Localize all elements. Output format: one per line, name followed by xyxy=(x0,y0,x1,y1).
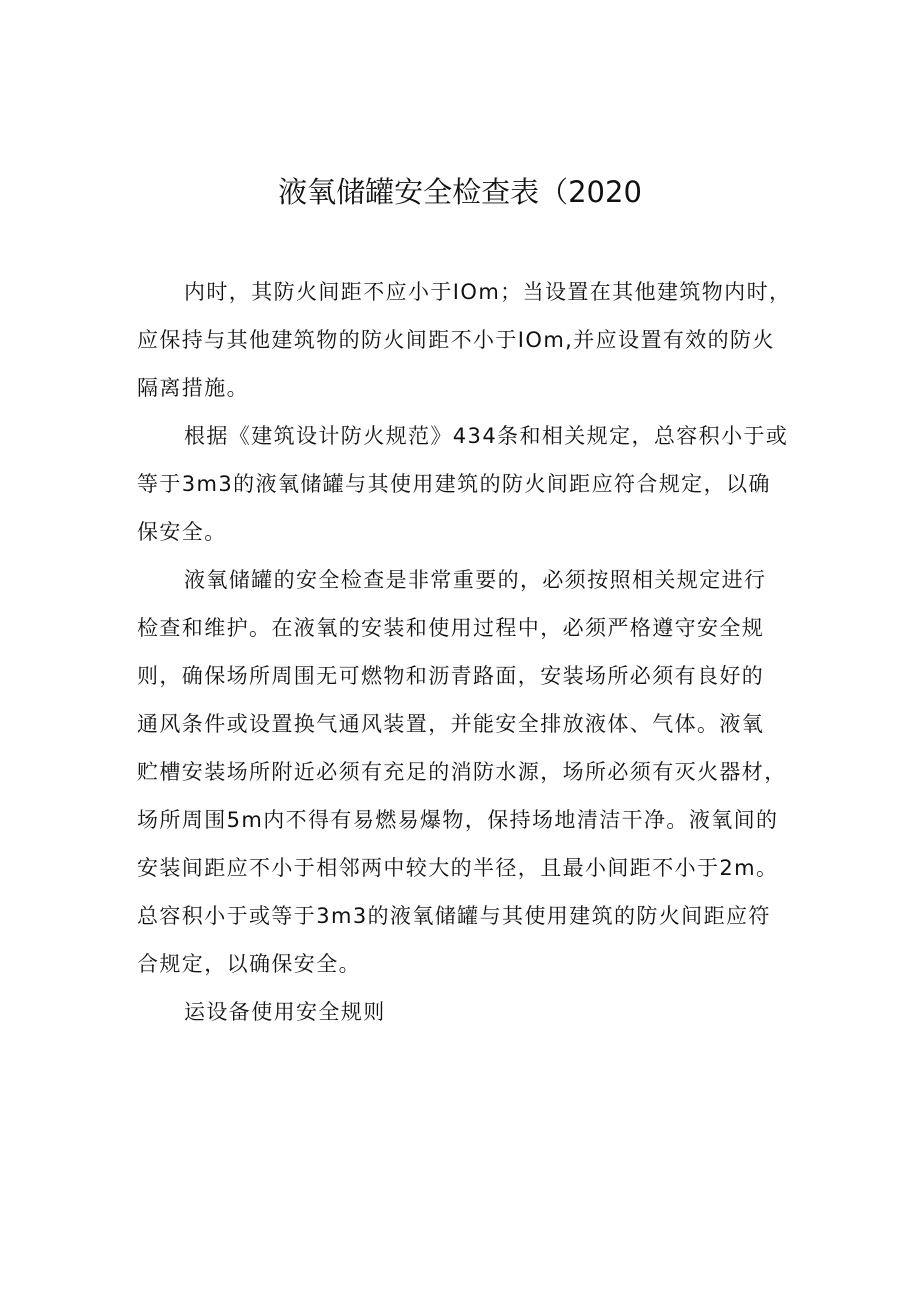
paragraph-line: 隔离措施。 xyxy=(137,376,249,400)
paragraph-equipment-rules xyxy=(137,988,787,1036)
paragraph-line: 应保持与其他建筑物的防火间距不小于IOm,并应设置有效的防火 xyxy=(137,328,775,352)
paragraph-line: 根据《建筑设计防火规范》434条和相关规定，总容积小于或 xyxy=(184,424,789,448)
paragraph-line: 合规定，以确保安全。 xyxy=(137,952,361,976)
paragraph-safety-inspection xyxy=(137,556,787,988)
paragraph-line: 则，确保场所周围无可燃物和沥青路面，安装场所必须有良好的 xyxy=(137,664,765,688)
paragraph-line: 等于3m3的液氧储罐与其使用建筑的防火间距应符合规定，以确 xyxy=(137,472,771,496)
paragraph-fire-distance xyxy=(137,268,792,412)
paragraph-building-code xyxy=(137,412,787,556)
paragraph-line: 通风条件或设置换气通风装置，并能安全排放液体、气体。液氧 xyxy=(137,712,765,736)
paragraph-line: 总容积小于或等于3m3的液氧储罐与其使用建筑的防火间距应符 xyxy=(137,904,771,928)
paragraph-line: 安装间距应不小于相邻两中较大的半径，且最小间距不小于2m。 xyxy=(137,856,779,880)
paragraph-line: 运设备使用安全规则 xyxy=(184,1000,386,1024)
document-title: 液氧储罐安全检查表（2020 xyxy=(278,175,642,209)
paragraph-line: 液氧储罐的安全检查是非常重要的，必须按照相关规定进行 xyxy=(184,568,767,592)
paragraph-line: 检查和维护。在液氧的安装和使用过程中，必须严格遵守安全规 xyxy=(137,616,765,640)
paragraph-line: 保安全。 xyxy=(137,520,227,544)
document-body xyxy=(137,268,792,1036)
paragraph-line: 贮槽安装场所附近必须有充足的消防水源，场所必须有灭火器材， xyxy=(137,760,787,784)
paragraph-line: 场所周围5m内不得有易燃易爆物，保持场地清洁干净。液氧间的 xyxy=(137,808,779,832)
paragraph-line: 内时，其防火间距不应小于IOm；当设置在其他建筑物内时， xyxy=(184,280,792,304)
